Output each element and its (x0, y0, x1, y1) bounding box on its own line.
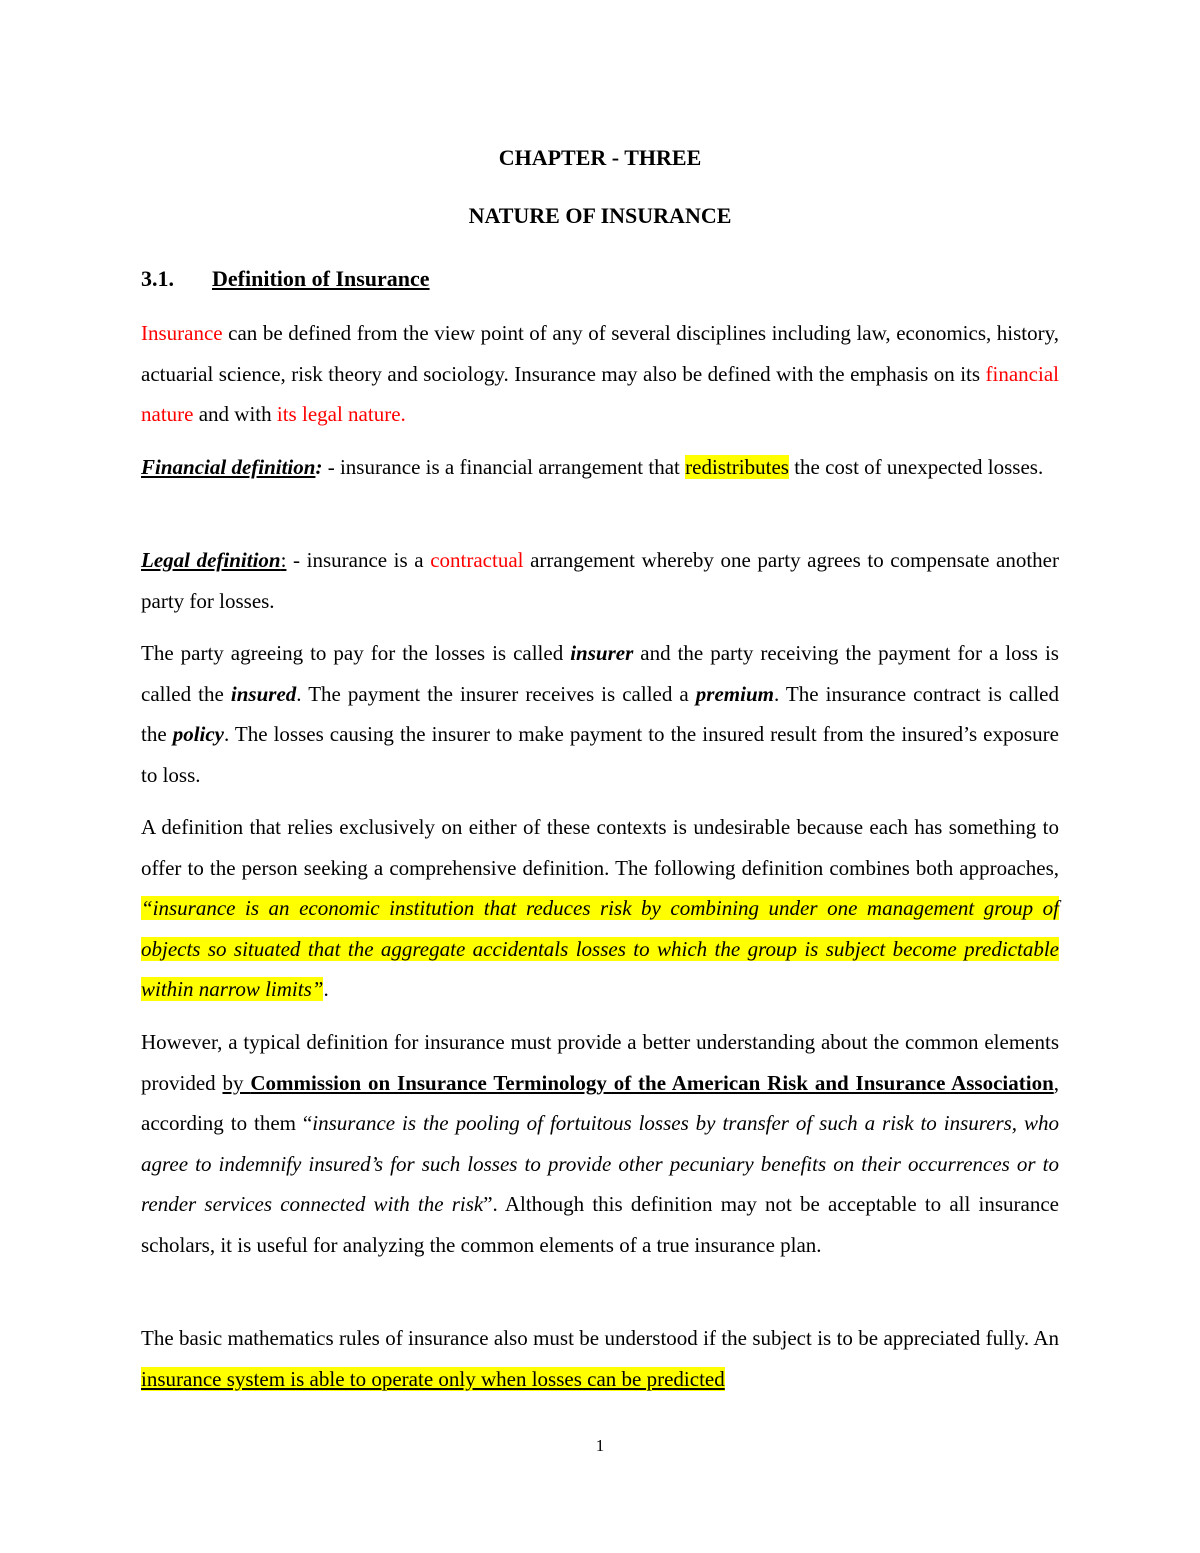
intro-paragraph: Insurance can be defined from the view point of any of several disciplines including law, economics, history, actuarial science, risk theory and sociology. Insurance may also be defined with the emphasis on its financial nature and with its legal nature. (141, 321, 1059, 426)
page-number: 1 (595, 1436, 605, 1455)
definition-paragraph: A definition that relies exclusively on either of these contexts is undesirable because each has something to offer to the person seeking a comprehensive definition. The following definition combines both approaches, “insurance is an economic institution that reduces risk by combining under one management group of objects so situated that the aggregate accidentals losses to which the group is subject become predictable within narrow limits”. (141, 815, 1059, 1001)
however-paragraph: However, a typical definition for insurance must provide a better understanding about the common elements provided by Commission on Insurance Terminology of the American Risk and Insurance Association, according to them “insurance is the pooling of fortuitous losses by transfer of such a risk to insurers, who agree to indemnify insured’s for such losses to provide other pecuniary benefits on their occurrences or to render services connected with the risk”. Although this definition may not be acceptable to all insurance scholars, it is useful for analyzing the common elements of a true insurance plan. (141, 1030, 1060, 1257)
economic-institution-quote: “insurance is an economic institution that reduces risk by combining under one management group of objects so situated that the aggregate accidentals losses to which the group is subject become predictable within narrow limits” (141, 896, 1059, 1001)
section-number: 3.1. (141, 266, 174, 291)
chapter-title: CHAPTER - THREE (498, 145, 702, 170)
financial-definition-label: Financial definition (141, 455, 316, 479)
financial-definition-paragraph: Financial definition: - insurance is a financial arrangement that redistributes the cost of unexpected losses. (141, 455, 1044, 479)
insurance-term: Insurance (141, 321, 223, 345)
legal-definition-label: Legal definition (141, 548, 281, 572)
section-title: Definition of Insurance (212, 266, 430, 291)
math-paragraph: The basic mathematics rules of insurance also must be understood if the subject is to be appreciated fully. An insurance system is able to operate only when losses can be predicted (141, 1326, 1059, 1391)
predicted-losses-highlight: insurance system is able to operate only when losses can be predicted (141, 1366, 725, 1391)
insurer-term: insurer (570, 641, 634, 665)
commission-name: Commission on Insurance Terminology of the American Risk and Insurance Association (250, 1070, 1054, 1095)
policy-term: policy (172, 722, 224, 746)
terms-paragraph: The party agreeing to pay for the losses is called insurer and the party receiving the payment for a loss is called the insured. The payment the insurer receives is called a premium. The insurance contract is called the policy. The losses causing the insurer to make payment to the insured result from the insured’s exposure to loss. (141, 641, 1059, 787)
insured-term: insured (230, 681, 297, 706)
redistributes-highlight: redistributes (685, 455, 789, 479)
section-heading (141, 264, 430, 294)
chapter-subtitle: NATURE OF INSURANCE (468, 203, 732, 228)
legal-nature-term: its legal nature. (276, 402, 406, 426)
legal-definition-paragraph: Legal definition: - insurance is a contractual arrangement whereby one party agrees to compensate another party for losses. (141, 548, 1059, 613)
financial-nature-term: financial nature (141, 361, 1059, 426)
contractual-term: contractual (430, 548, 524, 572)
premium-term: premium (695, 681, 774, 706)
pooling-quote: insurance is the pooling of fortuitous losses by transfer of such a risk to insurers, who agree to indemnify insured’s for such losses to provide other pecuniary benefits on their occurrences or to render services connected with the risk (141, 1111, 1060, 1216)
